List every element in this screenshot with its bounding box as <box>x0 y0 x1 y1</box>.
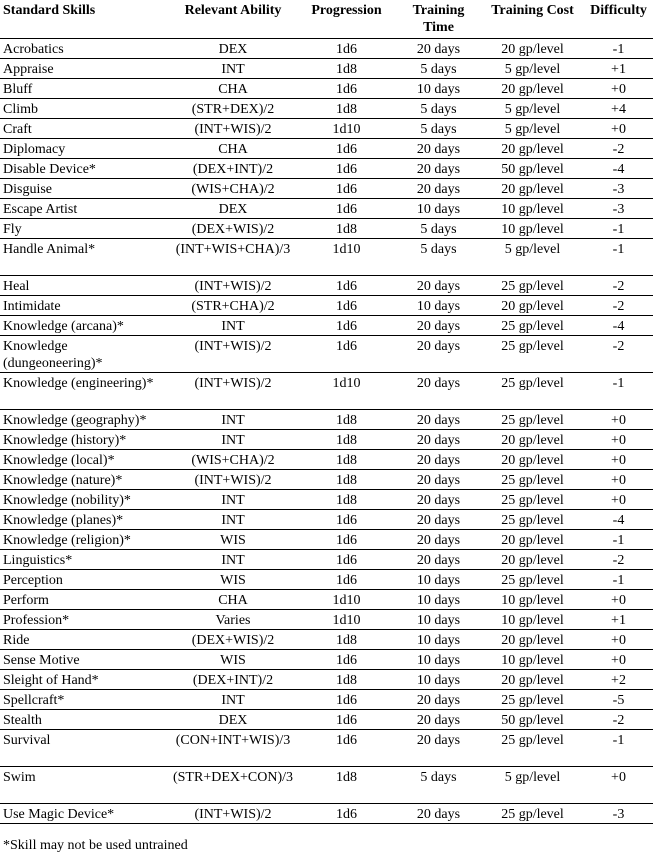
cell-skill: Use Magic Device* <box>0 804 169 824</box>
cell-progression: 1d10 <box>297 239 396 276</box>
cell-progression: 1d6 <box>297 179 396 199</box>
table-body <box>0 39 653 824</box>
cell-ability: (WIS+CHA)/2 <box>169 450 297 470</box>
cell-ability: INT <box>169 430 297 450</box>
cell-skill: Bluff <box>0 79 169 99</box>
cell-training-time: 10 days <box>396 590 481 610</box>
table-row <box>0 804 653 824</box>
cell-training-cost: 50 gp/level <box>481 710 584 730</box>
cell-skill: Diplomacy <box>0 139 169 159</box>
cell-training-cost: 20 gp/level <box>481 79 584 99</box>
cell-training-cost: 5 gp/level <box>481 119 584 139</box>
table-row <box>0 490 653 510</box>
cell-training-time: 5 days <box>396 99 481 119</box>
cell-ability: INT <box>169 510 297 530</box>
cell-training-time: 20 days <box>396 39 481 59</box>
cell-training-time: 5 days <box>396 219 481 239</box>
table-row <box>0 570 653 590</box>
cell-difficulty: -3 <box>584 179 653 199</box>
header-training-time: Training Time <box>396 0 481 39</box>
cell-ability: (DEX+INT)/2 <box>169 159 297 179</box>
cell-training-time: 5 days <box>396 767 481 804</box>
cell-training-time: 10 days <box>396 670 481 690</box>
cell-progression: 1d6 <box>297 650 396 670</box>
cell-training-time: 10 days <box>396 79 481 99</box>
cell-ability: (STR+DEX+CON)/3 <box>169 767 297 804</box>
table-row <box>0 610 653 630</box>
cell-skill: Knowledge (planes)* <box>0 510 169 530</box>
cell-ability: (INT+WIS)/2 <box>169 804 297 824</box>
cell-training-cost: 20 gp/level <box>481 450 584 470</box>
cell-ability: CHA <box>169 590 297 610</box>
cell-progression: 1d8 <box>297 59 396 79</box>
cell-skill: Perform <box>0 590 169 610</box>
cell-skill: Knowledge (local)* <box>0 450 169 470</box>
cell-difficulty: -3 <box>584 804 653 824</box>
cell-training-cost: 50 gp/level <box>481 159 584 179</box>
header-ability: Relevant Ability <box>169 0 297 39</box>
cell-training-cost: 20 gp/level <box>481 296 584 316</box>
cell-progression: 1d6 <box>297 39 396 59</box>
cell-skill: Disguise <box>0 179 169 199</box>
cell-difficulty: +0 <box>584 450 653 470</box>
table-row <box>0 510 653 530</box>
cell-progression: 1d6 <box>297 199 396 219</box>
table-row <box>0 767 653 804</box>
cell-skill: Stealth <box>0 710 169 730</box>
cell-progression: 1d10 <box>297 119 396 139</box>
cell-ability: (DEX+WIS)/2 <box>169 219 297 239</box>
cell-progression: 1d6 <box>297 336 396 373</box>
cell-skill: Craft <box>0 119 169 139</box>
cell-skill: Profession* <box>0 610 169 630</box>
cell-training-time: 20 days <box>396 530 481 550</box>
cell-training-time: 20 days <box>396 410 481 430</box>
cell-training-time: 10 days <box>396 296 481 316</box>
cell-ability: (STR+DEX)/2 <box>169 99 297 119</box>
cell-training-time: 20 days <box>396 450 481 470</box>
cell-difficulty: -4 <box>584 316 653 336</box>
table-row <box>0 316 653 336</box>
cell-ability: DEX <box>169 710 297 730</box>
table-row <box>0 710 653 730</box>
cell-difficulty: -2 <box>584 296 653 316</box>
cell-training-time: 5 days <box>396 119 481 139</box>
table-row <box>0 276 653 296</box>
cell-ability: INT <box>169 59 297 79</box>
cell-training-cost: 10 gp/level <box>481 650 584 670</box>
cell-difficulty: +0 <box>584 119 653 139</box>
table-row <box>0 79 653 99</box>
table-row <box>0 530 653 550</box>
cell-ability: (DEX+WIS)/2 <box>169 630 297 650</box>
cell-progression: 1d6 <box>297 296 396 316</box>
cell-training-cost: 25 gp/level <box>481 336 584 373</box>
cell-ability: INT <box>169 690 297 710</box>
cell-training-time: 10 days <box>396 650 481 670</box>
cell-progression: 1d6 <box>297 139 396 159</box>
cell-ability: WIS <box>169 650 297 670</box>
cell-difficulty: -1 <box>584 373 653 410</box>
cell-ability: (CON+INT+WIS)/3 <box>169 730 297 767</box>
cell-difficulty: +2 <box>584 670 653 690</box>
table-row <box>0 99 653 119</box>
table-row <box>0 690 653 710</box>
cell-difficulty: -2 <box>584 336 653 373</box>
cell-ability: (DEX+INT)/2 <box>169 670 297 690</box>
cell-progression: 1d6 <box>297 690 396 710</box>
cell-training-cost: 20 gp/level <box>481 630 584 650</box>
cell-training-cost: 20 gp/level <box>481 179 584 199</box>
table-row <box>0 59 653 79</box>
cell-progression: 1d8 <box>297 450 396 470</box>
cell-ability: Varies <box>169 610 297 630</box>
cell-skill: Heal <box>0 276 169 296</box>
cell-progression: 1d6 <box>297 550 396 570</box>
cell-training-time: 20 days <box>396 710 481 730</box>
table-row <box>0 219 653 239</box>
cell-progression: 1d8 <box>297 767 396 804</box>
cell-training-cost: 25 gp/level <box>481 373 584 410</box>
cell-difficulty: -4 <box>584 159 653 179</box>
cell-training-cost: 5 gp/level <box>481 59 584 79</box>
cell-training-cost: 20 gp/level <box>481 530 584 550</box>
cell-training-time: 20 days <box>396 316 481 336</box>
cell-training-time: 5 days <box>396 59 481 79</box>
table-header <box>0 0 653 39</box>
table-row <box>0 139 653 159</box>
cell-progression: 1d6 <box>297 276 396 296</box>
cell-training-time: 20 days <box>396 490 481 510</box>
cell-progression: 1d6 <box>297 530 396 550</box>
cell-training-cost: 5 gp/level <box>481 239 584 276</box>
table-row <box>0 630 653 650</box>
cell-ability: (INT+WIS)/2 <box>169 336 297 373</box>
cell-training-time: 20 days <box>396 159 481 179</box>
cell-skill: Fly <box>0 219 169 239</box>
cell-skill: Perception <box>0 570 169 590</box>
cell-difficulty: -1 <box>584 570 653 590</box>
cell-ability: (WIS+CHA)/2 <box>169 179 297 199</box>
cell-training-cost: 10 gp/level <box>481 219 584 239</box>
cell-ability: WIS <box>169 530 297 550</box>
cell-skill: Linguistics* <box>0 550 169 570</box>
cell-difficulty: +0 <box>584 650 653 670</box>
table-row <box>0 119 653 139</box>
cell-difficulty: -2 <box>584 276 653 296</box>
cell-difficulty: +0 <box>584 410 653 430</box>
cell-training-time: 20 days <box>396 730 481 767</box>
cell-progression: 1d6 <box>297 316 396 336</box>
cell-difficulty: +0 <box>584 590 653 610</box>
table-row <box>0 410 653 430</box>
cell-difficulty: +1 <box>584 59 653 79</box>
cell-training-cost: 20 gp/level <box>481 670 584 690</box>
cell-progression: 1d6 <box>297 510 396 530</box>
cell-difficulty: +1 <box>584 610 653 630</box>
cell-skill: Escape Artist <box>0 199 169 219</box>
cell-training-cost: 25 gp/level <box>481 804 584 824</box>
cell-difficulty: -1 <box>584 239 653 276</box>
cell-training-cost: 20 gp/level <box>481 139 584 159</box>
cell-skill: Knowledge (geography)* <box>0 410 169 430</box>
table-row <box>0 590 653 610</box>
cell-difficulty: -1 <box>584 219 653 239</box>
cell-training-cost: 25 gp/level <box>481 730 584 767</box>
cell-skill: Knowledge (arcana)* <box>0 316 169 336</box>
cell-training-time: 20 days <box>396 470 481 490</box>
cell-ability: DEX <box>169 39 297 59</box>
table-row <box>0 430 653 450</box>
table-row <box>0 670 653 690</box>
table-row <box>0 296 653 316</box>
cell-ability: INT <box>169 316 297 336</box>
cell-training-cost: 25 gp/level <box>481 410 584 430</box>
header-progression: Progression <box>297 0 396 39</box>
cell-difficulty: -2 <box>584 139 653 159</box>
cell-ability: INT <box>169 550 297 570</box>
cell-ability: (STR+CHA)/2 <box>169 296 297 316</box>
cell-training-time: 10 days <box>396 570 481 590</box>
cell-ability: INT <box>169 490 297 510</box>
header-difficulty: Difficulty <box>584 0 653 39</box>
cell-progression: 1d10 <box>297 590 396 610</box>
cell-training-cost: 25 gp/level <box>481 690 584 710</box>
cell-skill: Handle Animal* <box>0 239 169 276</box>
cell-progression: 1d8 <box>297 630 396 650</box>
cell-skill: Spellcraft* <box>0 690 169 710</box>
cell-training-cost: 20 gp/level <box>481 430 584 450</box>
cell-progression: 1d6 <box>297 159 396 179</box>
table-row <box>0 336 653 373</box>
cell-ability: (INT+WIS)/2 <box>169 373 297 410</box>
cell-training-time: 20 days <box>396 510 481 530</box>
cell-difficulty: +0 <box>584 490 653 510</box>
cell-skill: Acrobatics <box>0 39 169 59</box>
table-row <box>0 199 653 219</box>
cell-skill: Sense Motive <box>0 650 169 670</box>
table-row <box>0 450 653 470</box>
cell-training-time: 10 days <box>396 630 481 650</box>
cell-progression: 1d8 <box>297 219 396 239</box>
cell-difficulty: -2 <box>584 710 653 730</box>
cell-training-time: 10 days <box>396 199 481 219</box>
table-row <box>0 159 653 179</box>
cell-skill: Knowledge (religion)* <box>0 530 169 550</box>
table-row <box>0 239 653 276</box>
cell-training-cost: 5 gp/level <box>481 99 584 119</box>
cell-progression: 1d6 <box>297 804 396 824</box>
cell-training-time: 20 days <box>396 690 481 710</box>
cell-skill: Swim <box>0 767 169 804</box>
cell-skill: Knowledge (history)* <box>0 430 169 450</box>
cell-training-time: 20 days <box>396 139 481 159</box>
cell-ability: WIS <box>169 570 297 590</box>
cell-difficulty: -3 <box>584 199 653 219</box>
cell-skill: Intimidate <box>0 296 169 316</box>
cell-progression: 1d10 <box>297 610 396 630</box>
table-row <box>0 39 653 59</box>
cell-training-cost: 10 gp/level <box>481 590 584 610</box>
cell-training-time: 5 days <box>396 239 481 276</box>
cell-skill: Survival <box>0 730 169 767</box>
cell-progression: 1d8 <box>297 99 396 119</box>
cell-training-cost: 10 gp/level <box>481 199 584 219</box>
cell-training-time: 20 days <box>396 550 481 570</box>
cell-training-time: 20 days <box>396 430 481 450</box>
table-row <box>0 373 653 410</box>
cell-difficulty: +0 <box>584 79 653 99</box>
cell-ability: (INT+WIS)/2 <box>169 276 297 296</box>
cell-training-time: 20 days <box>396 179 481 199</box>
cell-skill: Sleight of Hand* <box>0 670 169 690</box>
cell-training-cost: 20 gp/level <box>481 550 584 570</box>
cell-difficulty: +0 <box>584 430 653 450</box>
header-training-cost: Training Cost <box>481 0 584 39</box>
cell-training-time: 10 days <box>396 610 481 630</box>
cell-difficulty: +0 <box>584 767 653 804</box>
cell-progression: 1d8 <box>297 430 396 450</box>
cell-ability: (INT+WIS+CHA)/3 <box>169 239 297 276</box>
cell-skill: Appraise <box>0 59 169 79</box>
cell-difficulty: +4 <box>584 99 653 119</box>
cell-training-cost: 10 gp/level <box>481 610 584 630</box>
cell-skill: Disable Device* <box>0 159 169 179</box>
footnote: *Skill may not be used untrained <box>3 838 188 853</box>
cell-training-cost: 20 gp/level <box>481 39 584 59</box>
cell-difficulty: -5 <box>584 690 653 710</box>
table-row <box>0 179 653 199</box>
cell-difficulty: -1 <box>584 39 653 59</box>
cell-skill: Knowledge (dungeoneering)* <box>0 336 169 373</box>
table-row <box>0 730 653 767</box>
cell-training-time: 20 days <box>396 804 481 824</box>
cell-ability: CHA <box>169 139 297 159</box>
cell-progression: 1d8 <box>297 410 396 430</box>
cell-progression: 1d6 <box>297 730 396 767</box>
cell-difficulty: -1 <box>584 730 653 767</box>
cell-skill: Knowledge (nobility)* <box>0 490 169 510</box>
cell-progression: 1d10 <box>297 373 396 410</box>
cell-training-cost: 25 gp/level <box>481 490 584 510</box>
cell-ability: (INT+WIS)/2 <box>169 470 297 490</box>
cell-skill: Ride <box>0 630 169 650</box>
cell-progression: 1d6 <box>297 570 396 590</box>
cell-progression: 1d8 <box>297 670 396 690</box>
cell-difficulty: -4 <box>584 510 653 530</box>
cell-training-time: 20 days <box>396 373 481 410</box>
cell-skill: Knowledge (engineering)* <box>0 373 169 410</box>
cell-training-cost: 25 gp/level <box>481 276 584 296</box>
cell-ability: (INT+WIS)/2 <box>169 119 297 139</box>
cell-ability: DEX <box>169 199 297 219</box>
cell-training-cost: 25 gp/level <box>481 570 584 590</box>
cell-training-cost: 25 gp/level <box>481 510 584 530</box>
cell-difficulty: +0 <box>584 470 653 490</box>
header-skill: Standard Skills <box>0 0 169 39</box>
cell-difficulty: -2 <box>584 550 653 570</box>
cell-ability: CHA <box>169 79 297 99</box>
table-row <box>0 650 653 670</box>
cell-progression: 1d6 <box>297 710 396 730</box>
cell-ability: INT <box>169 410 297 430</box>
cell-progression: 1d8 <box>297 470 396 490</box>
cell-difficulty: +0 <box>584 630 653 650</box>
table-row <box>0 470 653 490</box>
cell-progression: 1d8 <box>297 490 396 510</box>
cell-training-cost: 5 gp/level <box>481 767 584 804</box>
cell-training-time: 20 days <box>396 336 481 373</box>
cell-training-cost: 25 gp/level <box>481 316 584 336</box>
cell-skill: Knowledge (nature)* <box>0 470 169 490</box>
cell-training-cost: 25 gp/level <box>481 470 584 490</box>
cell-training-time: 20 days <box>396 276 481 296</box>
table-row <box>0 550 653 570</box>
cell-skill: Climb <box>0 99 169 119</box>
cell-progression: 1d6 <box>297 79 396 99</box>
cell-difficulty: -1 <box>584 530 653 550</box>
